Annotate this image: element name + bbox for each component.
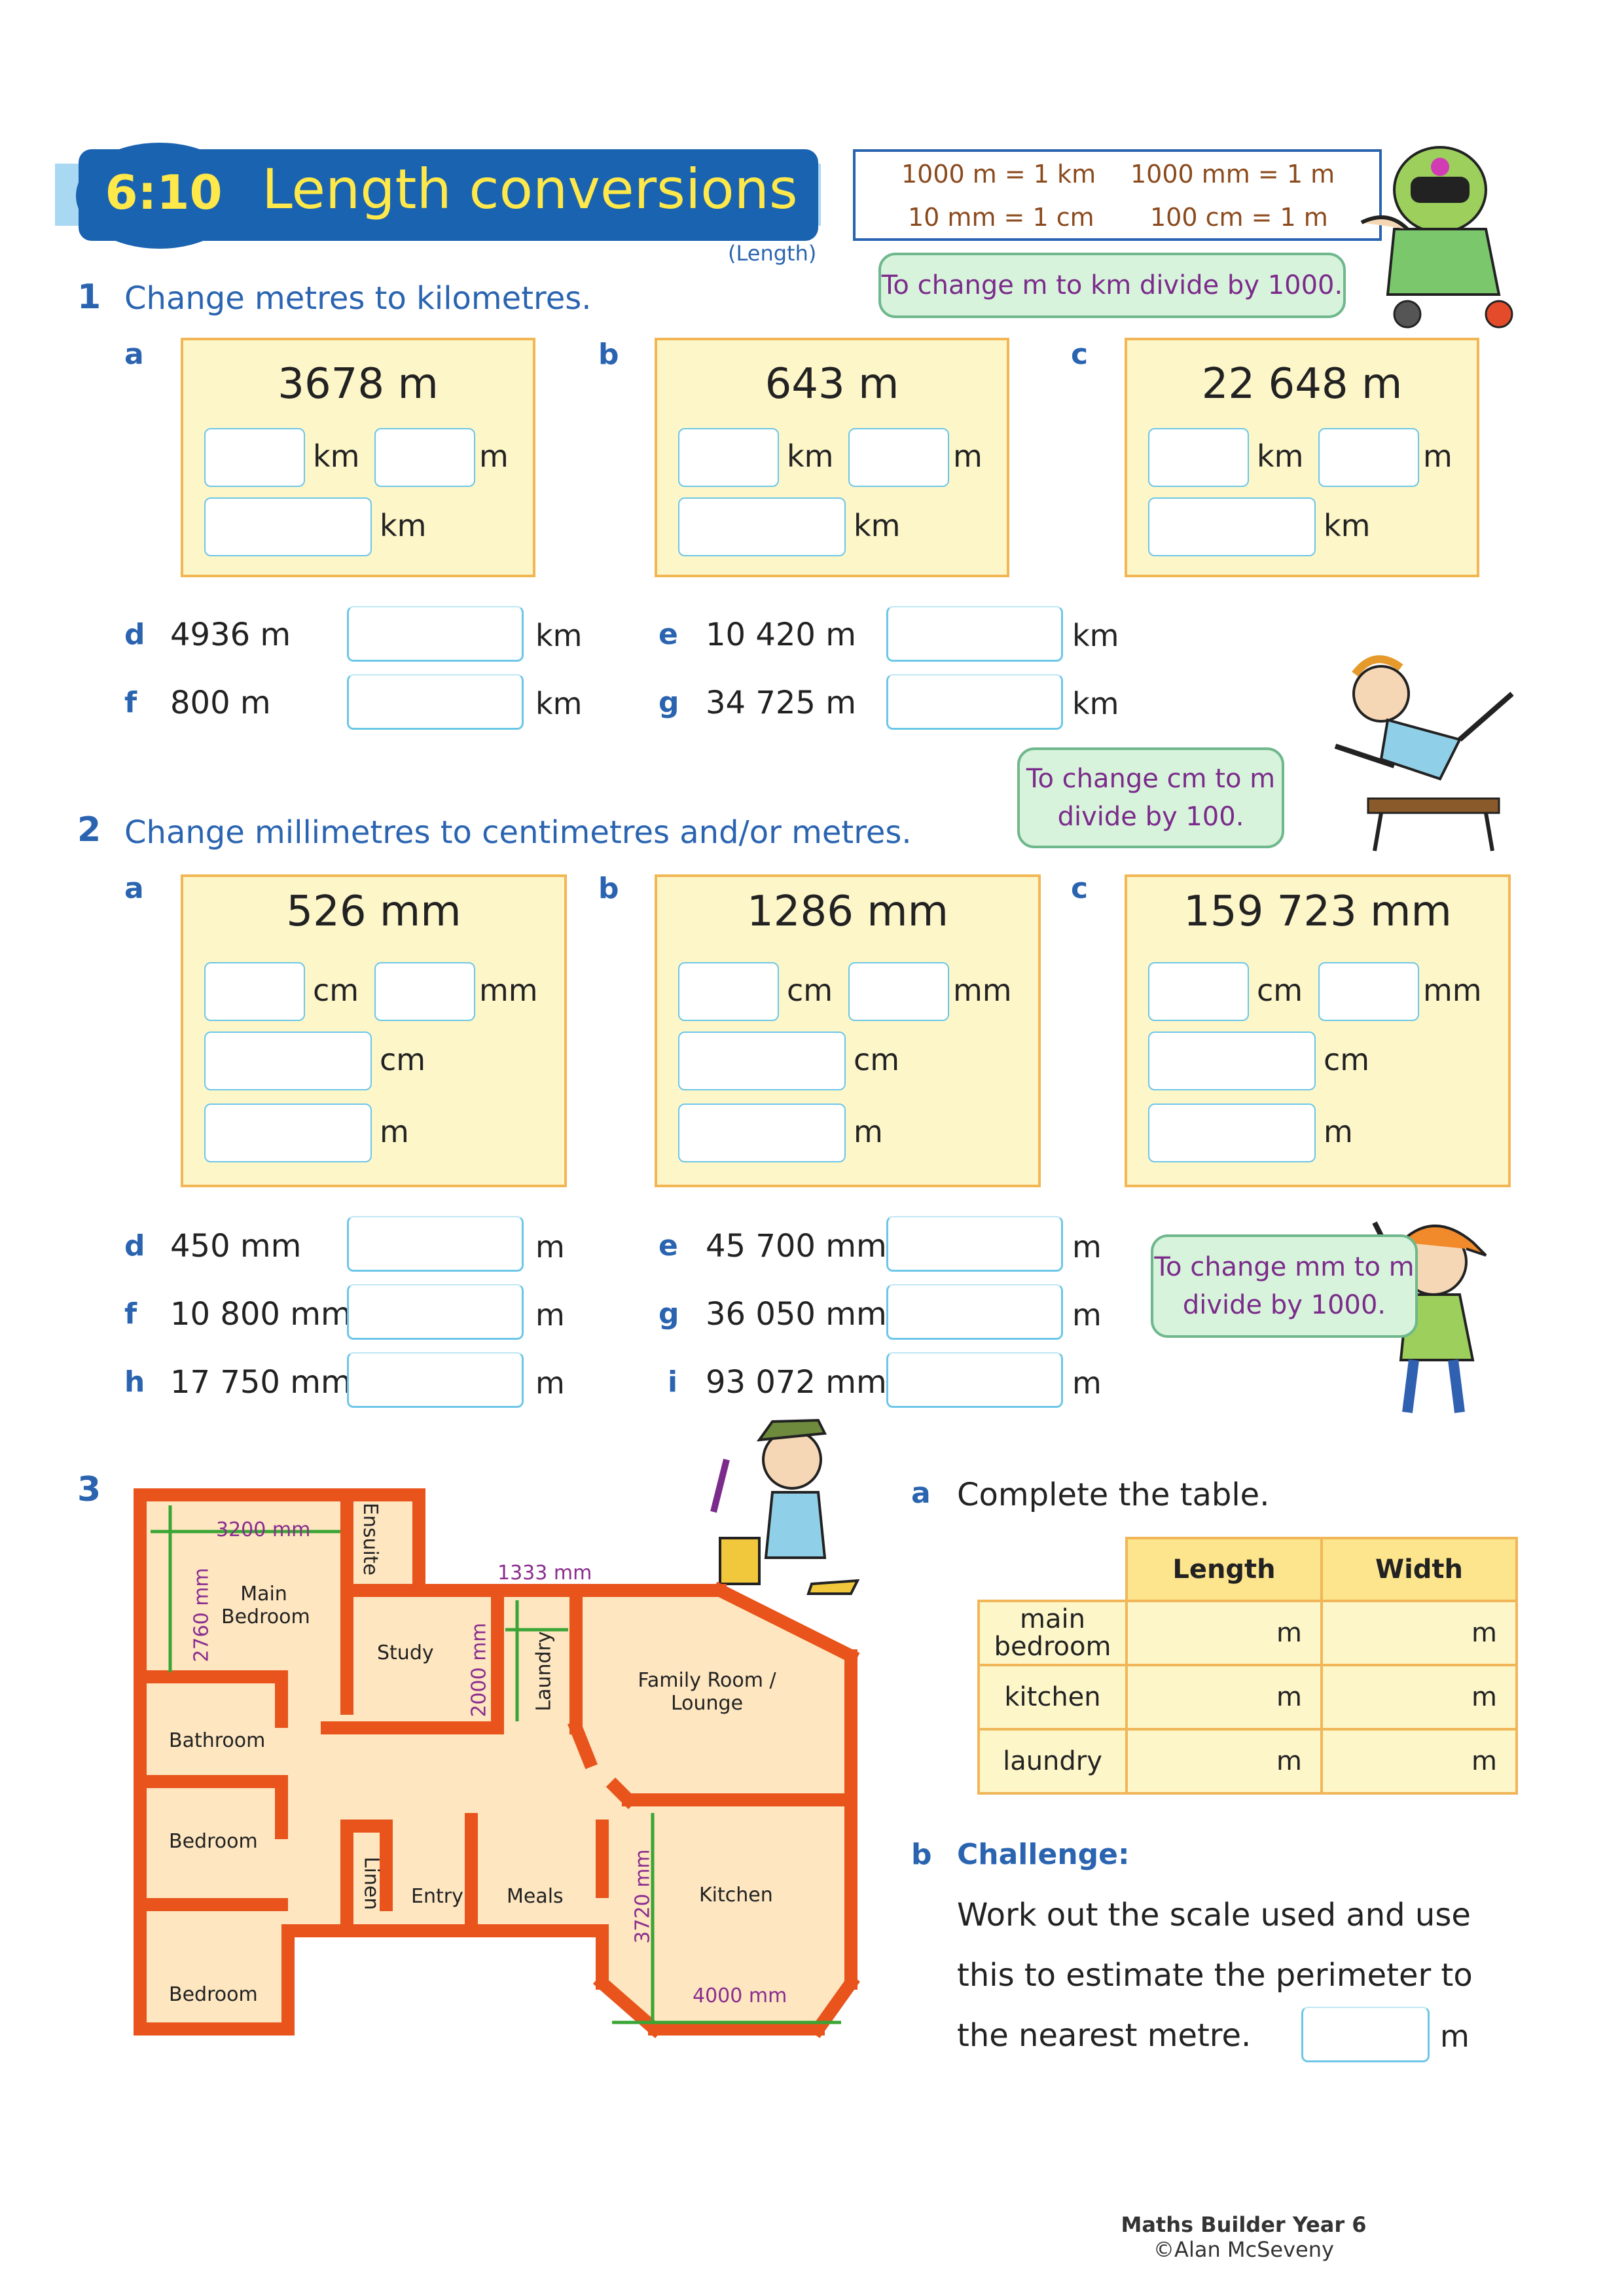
- q2b-cm-input[interactable]: [678, 962, 779, 1021]
- room-label: Bedroom: [169, 1830, 258, 1853]
- room-label: Laundry: [532, 1631, 556, 1712]
- room-label: Family Room / Lounge: [638, 1669, 776, 1715]
- room-label: Bedroom: [169, 1983, 258, 2006]
- q2a-decimal-m-input[interactable]: [204, 1103, 372, 1162]
- unit-label: km: [854, 508, 901, 543]
- q1f-value: 800 m: [170, 685, 271, 721]
- tip-bubble-cm-to-m: To change cm to m divide by 100.: [1017, 747, 1284, 848]
- question-prompt: Change metres to kilometres.: [124, 280, 592, 317]
- unit-label: km: [1257, 439, 1304, 474]
- table-row: [979, 1601, 1517, 1665]
- part-label: a: [911, 1477, 931, 1510]
- q1b-decimal-km-input[interactable]: [678, 497, 846, 556]
- unit-label: m: [1072, 1365, 1102, 1401]
- length-input-cell[interactable]: m: [1127, 1665, 1322, 1729]
- cartoon-hurdler-illustration: [1329, 648, 1525, 857]
- part-label: c: [1071, 872, 1089, 905]
- q2b-mm-input[interactable]: [848, 962, 949, 1021]
- table-header-blank: [979, 1538, 1127, 1601]
- part-label: d: [124, 618, 145, 651]
- q2a-cm-input[interactable]: [204, 962, 305, 1021]
- unit-label: mm: [479, 973, 538, 1008]
- length-input-cell[interactable]: m: [1127, 1601, 1322, 1665]
- conversion-fact: 1000 mm = 1 m: [1130, 160, 1335, 188]
- q2e-input[interactable]: [886, 1216, 1063, 1272]
- unit-label: km: [313, 439, 360, 474]
- width-input-cell[interactable]: m: [1322, 1665, 1517, 1729]
- room-label: Bathroom: [169, 1729, 266, 1752]
- q1c-m-input[interactable]: [1318, 428, 1419, 487]
- unit-label: m: [479, 439, 509, 474]
- unit-label: mm: [953, 973, 1012, 1008]
- q1e-input[interactable]: [886, 606, 1063, 662]
- table-row: [979, 1665, 1517, 1729]
- room-label: Study: [377, 1641, 434, 1664]
- question-prompt: Change millimetres to centimetres and/or metres.: [124, 814, 912, 851]
- part-label: b: [598, 338, 619, 371]
- q1g-input[interactable]: [886, 674, 1063, 730]
- unit-label: km: [1324, 508, 1371, 543]
- unit-label: m: [535, 1297, 565, 1333]
- tip-bubble-m-to-km: To change m to km divide by 1000.: [878, 253, 1346, 318]
- q1e-value: 10 420 m: [706, 617, 856, 653]
- q1b-box: [655, 338, 1009, 577]
- page-subtitle: (Length): [728, 241, 817, 266]
- unit-label: m: [1423, 439, 1453, 474]
- conversion-fact: 1000 m = 1 km: [901, 160, 1096, 188]
- q1d-input[interactable]: [347, 606, 524, 662]
- q2c-value: 159 723 mm: [1183, 888, 1452, 936]
- part-label: f: [124, 686, 137, 719]
- q2b-decimal-cm-input[interactable]: [678, 1031, 846, 1090]
- part-label: b: [911, 1838, 932, 1871]
- unit-label: km: [787, 439, 834, 474]
- q2i-value: 93 072 mm: [706, 1364, 887, 1401]
- q1c-box: [1125, 338, 1479, 577]
- q2b-decimal-m-input[interactable]: [678, 1103, 846, 1162]
- part-label: h: [124, 1365, 145, 1399]
- q2d-value: 450 mm: [170, 1228, 302, 1265]
- q2c-cm-input[interactable]: [1148, 962, 1249, 1021]
- q1b-km-input[interactable]: [678, 428, 779, 487]
- question-number: 1: [77, 278, 101, 317]
- unit-label: m: [1324, 1114, 1353, 1149]
- unit-label: m: [1072, 1297, 1102, 1333]
- q2f-value: 10 800 mm: [170, 1296, 352, 1333]
- part-label: d: [124, 1229, 145, 1263]
- unit-label: km: [1072, 686, 1119, 721]
- question-number: 3: [77, 1470, 101, 1509]
- dimension-label: 4000 mm: [693, 1984, 787, 2007]
- room-label: Linen: [359, 1856, 383, 1910]
- table-row: [979, 1729, 1517, 1793]
- unit-label: m: [535, 1365, 565, 1401]
- q1f-input[interactable]: [347, 674, 524, 730]
- question-number: 2: [77, 810, 101, 850]
- part-label: a: [124, 338, 144, 371]
- q2d-input[interactable]: [347, 1216, 524, 1272]
- q1g-value: 34 725 m: [706, 685, 856, 721]
- table-header: Width: [1322, 1538, 1517, 1601]
- row-name: laundry: [979, 1729, 1127, 1793]
- q2i-input[interactable]: [886, 1352, 1063, 1408]
- dimension-label: 2000 mm: [467, 1623, 491, 1717]
- dimension-label: 3720 mm: [631, 1849, 655, 1944]
- q2b-box: [655, 874, 1041, 1187]
- room-label: Kitchen: [699, 1884, 773, 1907]
- q2e-value: 45 700 mm: [706, 1228, 887, 1265]
- unit-label: cm: [854, 1042, 900, 1077]
- q2c-decimal-cm-input[interactable]: [1148, 1031, 1316, 1090]
- q2h-input[interactable]: [347, 1352, 524, 1408]
- cartoon-biker-illustration: [1348, 137, 1532, 334]
- part-label: e: [659, 1229, 678, 1263]
- q1c-decimal-km-input[interactable]: [1148, 497, 1316, 556]
- table-header: Length: [1127, 1538, 1322, 1601]
- dimension-label: 3200 mm: [216, 1518, 311, 1541]
- q2c-mm-input[interactable]: [1318, 962, 1419, 1021]
- challenge-text-line: this to estimate the perimeter to: [957, 1957, 1473, 1994]
- width-input-cell[interactable]: m: [1322, 1601, 1517, 1665]
- unit-label: km: [535, 686, 583, 721]
- row-name: main bedroom: [979, 1601, 1127, 1665]
- page-title: Length conversions: [262, 157, 798, 221]
- part-label: g: [659, 686, 679, 719]
- q1a-m-input[interactable]: [374, 428, 475, 487]
- q1c-km-input[interactable]: [1148, 428, 1249, 487]
- perimeter-input[interactable]: [1301, 2007, 1430, 2062]
- q2a-decimal-cm-input[interactable]: [204, 1031, 372, 1090]
- footer-copyright: ©Alan McSeveny: [1153, 2237, 1334, 2262]
- q2c-box: [1125, 874, 1511, 1187]
- q1d-value: 4936 m: [170, 617, 291, 653]
- q1b-m-input[interactable]: [848, 428, 949, 487]
- tip-bubble-mm-to-m: To change mm to m divide by 1000.: [1151, 1234, 1418, 1338]
- room-label: Ensuite: [359, 1502, 382, 1576]
- challenge-text-line: the nearest metre.: [957, 2017, 1252, 2054]
- q2b-value: 1286 mm: [747, 888, 948, 936]
- challenge-heading: Challenge:: [957, 1838, 1130, 1871]
- part-label: g: [659, 1297, 679, 1331]
- q1a-value: 3678 m: [278, 360, 439, 408]
- unit-label: m: [535, 1229, 565, 1265]
- unit-label: m: [1440, 2018, 1470, 2054]
- part-label: c: [1071, 338, 1089, 371]
- unit-label: cm: [1257, 973, 1303, 1008]
- unit-label: m: [1072, 1229, 1102, 1265]
- unit-label: m: [953, 439, 983, 474]
- q2c-decimal-m-input[interactable]: [1148, 1103, 1316, 1162]
- unit-label: km: [380, 508, 427, 543]
- q2a-box: [181, 874, 567, 1187]
- q1c-value: 22 648 m: [1201, 360, 1403, 408]
- part-label: e: [659, 618, 678, 651]
- row-name: kitchen: [979, 1665, 1127, 1729]
- section-number: 6:10: [105, 165, 223, 220]
- q2a-value: 526 mm: [286, 888, 461, 936]
- room-label: Meals: [507, 1885, 564, 1908]
- unit-label: mm: [1423, 973, 1482, 1008]
- part-label: f: [124, 1297, 137, 1331]
- unit-label: m: [380, 1114, 409, 1149]
- conversion-fact: 10 mm = 1 cm: [908, 203, 1094, 232]
- q2g-value: 36 050 mm: [706, 1296, 887, 1333]
- footer-book-title: Maths Builder Year 6: [1121, 2212, 1367, 2237]
- unit-label: cm: [380, 1042, 426, 1077]
- width-input-cell[interactable]: m: [1322, 1729, 1517, 1793]
- part-label: i: [668, 1365, 678, 1399]
- dimension-label: 1333 mm: [497, 1562, 592, 1585]
- room-label: Main Bedroom: [221, 1583, 310, 1628]
- room-label: Entry: [411, 1885, 463, 1908]
- part-label: a: [124, 872, 144, 905]
- unit-label: km: [535, 618, 583, 653]
- q2f-input[interactable]: [347, 1284, 524, 1340]
- q1b-value: 643 m: [765, 360, 899, 408]
- part-label: b: [598, 872, 619, 905]
- length-input-cell[interactable]: m: [1127, 1729, 1322, 1793]
- conversion-facts-box: [853, 149, 1382, 241]
- dimension-label: 2760 mm: [190, 1568, 213, 1662]
- q2h-value: 17 750 mm: [170, 1364, 352, 1401]
- unit-label: cm: [313, 973, 359, 1008]
- q1a-decimal-km-input[interactable]: [204, 497, 372, 556]
- conversion-fact: 100 cm = 1 m: [1150, 203, 1328, 232]
- dimensions-table: [977, 1537, 1518, 1795]
- unit-label: m: [854, 1114, 883, 1149]
- q1a-box: [181, 338, 535, 577]
- q1a-km-input[interactable]: [204, 428, 305, 487]
- q3a-prompt: Complete the table.: [957, 1477, 1270, 1513]
- unit-label: cm: [1324, 1042, 1370, 1077]
- q2g-input[interactable]: [886, 1284, 1063, 1340]
- challenge-text-line: Work out the scale used and use: [957, 1897, 1471, 1933]
- q2a-mm-input[interactable]: [374, 962, 475, 1021]
- unit-label: km: [1072, 618, 1119, 653]
- unit-label: cm: [787, 973, 833, 1008]
